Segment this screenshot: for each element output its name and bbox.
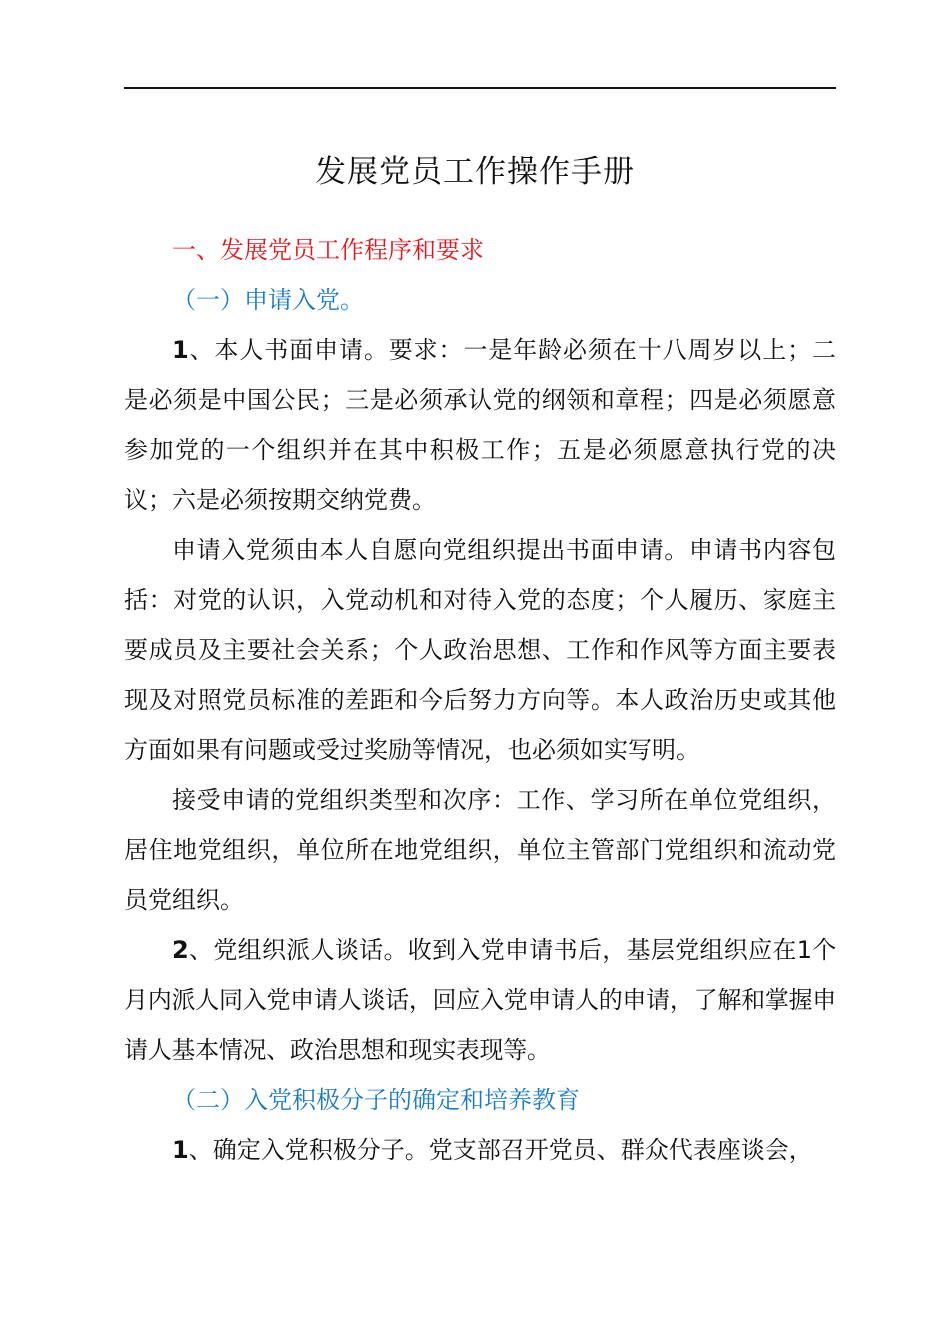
section-heading-1: 一、发展党员工作程序和要求 [172,236,484,264]
item-text: 、党组织派人谈话。收到入党申请书后，基层党组织应在1个月内派人同入党申请人谈话，回应入党申请人的申请，了解和掌握申请人基本情况、政治思想和现实表现等。 [124,936,836,1064]
item-text: 、本人书面申请。要求：一是年龄必须在十八周岁以上；二是必须是中国公民；三是必须承认党的纲领和章程；四是必须愿意参加党的一个组织并在其中积极工作；五是必须愿意执行党的决议；六是必须按期交纳党费。 [124,336,836,514]
paragraph-item-2 [124,925,836,1075]
item-text: 、确定入党积极分子。党支部召开党员、群众代表座谈会， [188,1136,813,1164]
document-title: 发展党员工作操作手册 [315,154,635,190]
subsection-heading-2: （二）入党积极分子的确定和培养教育 [172,1086,580,1114]
item-number: 1 [172,1136,189,1164]
document-body [124,225,836,1175]
paragraph-application-content: 申请入党须由本人自愿向党组织提出书面申请。申请书内容包括：对党的认识，入党动机和对待入党的态度；个人履历、家庭主要成员及主要社会关系；个人政治思想、工作和作风等方面主要表现及对照党员标准的差距和今后努力方向等。本人政治历史或其他方面如果有问题或受过奖励等情况，也必须如实写明。 [124,536,836,764]
subsection-heading-1: （一）申请入党。 [172,286,364,314]
paragraph-organization-order: 接受申请的党组织类型和次序：工作、学习所在单位党组织，居住地党组织，单位所在地党组织，单位主管部门党组织和流动党员党组织。 [124,786,836,914]
header-rule [124,87,836,89]
paragraph-item-1 [124,325,836,525]
paragraph-sub2-item-1 [124,1125,836,1175]
item-number: 1 [172,336,189,364]
item-number: 2 [172,936,189,964]
